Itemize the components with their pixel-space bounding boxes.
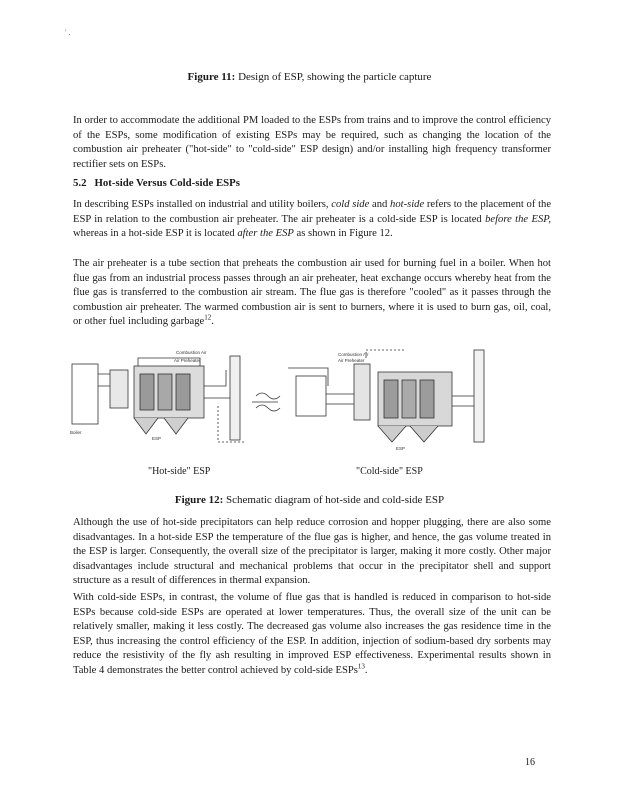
para2-italic-before: before the ESP, [485, 213, 551, 225]
diagram-label-combustion-air-right: Combustion Air [338, 352, 369, 357]
para2-text-5: as shown in Figure 12. [296, 228, 393, 240]
cold-side-boiler-shape [296, 376, 326, 416]
paragraph-cold-side-advantages [73, 591, 551, 679]
para5-end: . [364, 664, 368, 676]
para2-text-3: refers to the placement of the ESP in relation to the combustion air preheater. The air preheater is a cold-side ESP is located [73, 199, 552, 225]
section-heading [73, 177, 248, 189]
cold-side-air-preheater-shape [354, 364, 370, 420]
diagram-label-combustion-air-left: Combustion Air [176, 350, 207, 355]
figure-12-diagram [66, 346, 556, 462]
hot-side-air-preheater-shape [110, 370, 128, 408]
cold-side-esp-shape [378, 372, 452, 442]
para5-text: With cold-side ESPs, in contrast, the volume of flue gas that is handled is reduced in comparison to hot-side ESPs because cold-side ESPs are operated at lower temperatures. Thus, the overall size of the unit can be relatively smaller, making it less costly. The decreased gas volume also increases the gas residence time in the ESP, thus increasing the control efficiency of the ESP. In addition, injection of sodium-based dry sorbents may reduce the resistivity of the fly ash resulting in improved ESP effectiveness. Experimental results shown in Table 4 demonstrates the better control achieved by cold-side ESPs [73, 592, 551, 676]
reference-12: 12 [204, 313, 212, 322]
diagram-label-air-preheater-left: Air Preheater [174, 358, 201, 363]
section-title: Hot-side Versus Cold-side ESPs [94, 177, 240, 189]
section-number: 5.2 [73, 177, 87, 189]
diagram-label-esp-left: ESP [152, 436, 162, 441]
figure-11-caption [0, 71, 619, 83]
paragraph-air-preheater [73, 257, 551, 330]
para2-text-4: whereas in a hot-side ESP it is located [73, 228, 235, 240]
diagram-label-boiler: Boiler [70, 430, 82, 435]
figure-12-label: Figure 12: [174, 494, 224, 506]
diagram-label-air-preheater-right: Air Preheater [338, 358, 365, 363]
cold-side-esp-label: "Cold-side" ESP [356, 466, 423, 477]
hot-side-esp-label: "Hot-side" ESP [148, 466, 211, 477]
para2-text-2: and [372, 199, 388, 210]
para2-italic-hot-side: hot-side [390, 199, 425, 210]
page-number: 16 [525, 757, 535, 768]
para3-text: The air preheater is a tube section that preheats the combustion air used for burning fuel in a boiler. When hot flue gas from an industrial process passes through an air preheater, heat exchange occurs whereby heat from the flue gas is transferred to the combustion air stream. The flue gas is therefore "cooled" as it passes through the combustion air preheater. The warmed combustion air is sent to burners, where it is used to burn gas, oil, coal, or other fuel including garbage [73, 258, 551, 328]
para2-italic-after: after the ESP [237, 228, 294, 240]
figure-12-caption [0, 494, 619, 506]
hot-side-esp-shape [134, 358, 204, 434]
diagram-label-esp-right: ESP [396, 446, 406, 451]
para2-italic-cold-side: cold side [331, 199, 370, 210]
hot-side-stack-shape [230, 356, 240, 440]
boiler-shape [72, 364, 98, 424]
scan-mark: ' . [65, 28, 71, 37]
figure-11-text: Design of ESP, showing the particle capture [238, 71, 432, 83]
cold-side-stack-shape [474, 350, 484, 442]
para2-text-1: In describing ESPs installed on industrial and utility boilers, [73, 199, 329, 210]
paragraph-hot-side-disadvantages: Although the use of hot-side precipitators can help reduce corrosion and hopper plugging, there are also some disadvantages. In a hot-side ESP the temperature of the flue gas is higher, and hence, the gas volume treated in the ESP is larger. Consequently, the overall size of the precipitator is larger, making it more costly. Other major disadvantages include structural and mechanical problems that occur in the precipitator shell and support structure as a result of differences in thermal expansion. [73, 517, 551, 587]
paragraph-esp-modification: In order to accommodate the additional PM loaded to the ESPs from trains and to improve the control efficiency of the ESPs, some modification of existing ESPs may be required, such as changing the location of the combustion air preheater ("hot-side" to "cold-side" ESP design) and/or installing high frequency transformer rectifier sets on ESPs. [73, 115, 551, 170]
figure-11-label: Figure 11: [187, 71, 236, 83]
paragraph-hot-cold-definition [73, 198, 551, 242]
reference-13: 13 [357, 662, 365, 671]
figure-12-text: Schematic diagram of hot-side and cold-side ESP [226, 494, 445, 506]
para3-end: . [211, 316, 214, 328]
